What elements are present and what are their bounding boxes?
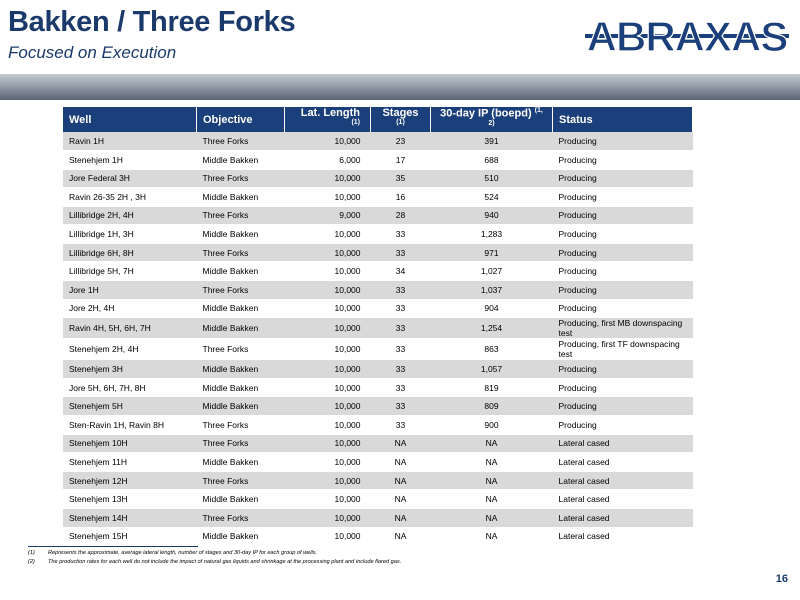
cell-status: Producing (553, 299, 693, 318)
table-row (63, 169, 693, 188)
footnotes (28, 550, 401, 568)
cell-objective: Three Forks (197, 509, 285, 528)
footnote-divider (28, 546, 198, 547)
cell-ip: 1,027 (431, 262, 553, 281)
cell-well: Stenehjem 12H (63, 471, 197, 490)
table-row (63, 490, 693, 509)
cell-ip: 391 (431, 132, 553, 150)
cell-status: Producing (553, 150, 693, 169)
cell-objective: Middle Bakken (197, 490, 285, 509)
cell-ip: 904 (431, 299, 553, 318)
table-row (63, 527, 693, 546)
cell-stages: NA (371, 527, 431, 546)
footnote-2: (2) The production rates for each well do not include the impact of natural gas liquids and shrinkage at the processing plant and include flared gas. (28, 559, 402, 565)
cell-well: Ravin 26-35 2H , 3H (63, 188, 197, 207)
cell-well: Stenehjem 3H (63, 360, 197, 379)
cell-status: Lateral cased (553, 509, 693, 528)
cell-objective: Three Forks (197, 434, 285, 453)
cell-well: Lillibridge 1H, 3H (63, 225, 197, 244)
cell-lat-length: 10,000 (285, 378, 371, 397)
cell-lat-length: 10,000 (285, 225, 371, 244)
cell-status: Producing (553, 132, 693, 150)
cell-lat-length: 10,000 (285, 416, 371, 435)
cell-lat-length: 6,000 (285, 150, 371, 169)
cell-objective: Middle Bakken (197, 150, 285, 169)
cell-objective: Three Forks (197, 416, 285, 435)
cell-stages: 33 (371, 397, 431, 416)
cell-status: Lateral cased (553, 453, 693, 472)
cell-status: Producing (553, 378, 693, 397)
table-row (63, 299, 693, 318)
cell-status: Lateral cased (553, 490, 693, 509)
table-row (63, 509, 693, 528)
cell-lat-length: 10,000 (285, 471, 371, 490)
cell-lat-length: 10,000 (285, 299, 371, 318)
cell-objective: Three Forks (197, 206, 285, 225)
table-row (63, 262, 693, 281)
logo-text: ABRAXAS (586, 13, 788, 59)
cell-well: Ravin 1H (63, 132, 197, 150)
cell-status: Lateral cased (553, 471, 693, 490)
table-row (63, 188, 693, 207)
cell-well: Stenehjem 13H (63, 490, 197, 509)
cell-ip: 940 (431, 206, 553, 225)
cell-lat-length: 10,000 (285, 509, 371, 528)
table-row (63, 453, 693, 472)
cell-stages: NA (371, 434, 431, 453)
cell-stages: 35 (371, 169, 431, 188)
cell-objective: Middle Bakken (197, 378, 285, 397)
cell-well: Stenehjem 2H, 4H (63, 339, 197, 360)
cell-ip: 900 (431, 416, 553, 435)
cell-stages: 33 (371, 378, 431, 397)
col-header-stages: Stages $^{(1)}$ (371, 107, 431, 132)
col-header-ip: 30-day IP (boepd) $^{(1, 2)}$ (431, 107, 553, 132)
cell-objective: Three Forks (197, 169, 285, 188)
cell-ip: 863 (431, 339, 553, 360)
cell-status: Producing (553, 188, 693, 207)
cell-lat-length: 10,000 (285, 527, 371, 546)
cell-stages: 33 (371, 339, 431, 360)
cell-ip: 688 (431, 150, 553, 169)
table-row (63, 378, 693, 397)
cell-ip: 819 (431, 378, 553, 397)
cell-objective: Middle Bakken (197, 318, 285, 339)
cell-well: Stenehjem 11H (63, 453, 197, 472)
cell-well: Stenehjem 14H (63, 509, 197, 528)
cell-well: Stenehjem 1H (63, 150, 197, 169)
cell-lat-length: 9,000 (285, 206, 371, 225)
cell-status: Producing (553, 206, 693, 225)
cell-ip: 971 (431, 243, 553, 262)
cell-objective: Middle Bakken (197, 299, 285, 318)
cell-lat-length: 10,000 (285, 169, 371, 188)
cell-ip: 1,057 (431, 360, 553, 379)
cell-ip: 1,283 (431, 225, 553, 244)
table-row (63, 360, 693, 379)
page-subtitle: Focused on Execution (8, 43, 177, 62)
cell-stages: 33 (371, 360, 431, 379)
cell-well: Lillibridge 6H, 8H (63, 243, 197, 262)
cell-stages: NA (371, 453, 431, 472)
cell-stages: 28 (371, 206, 431, 225)
cell-well: Jore 2H, 4H (63, 299, 197, 318)
cell-objective: Middle Bakken (197, 262, 285, 281)
cell-objective: Middle Bakken (197, 188, 285, 207)
cell-lat-length: 10,000 (285, 434, 371, 453)
cell-ip: 1,037 (431, 281, 553, 300)
cell-well: Lillibridge 2H, 4H (63, 206, 197, 225)
cell-stages: 33 (371, 225, 431, 244)
cell-stages: NA (371, 490, 431, 509)
cell-ip: 1,254 (431, 318, 553, 339)
cell-lat-length: 10,000 (285, 339, 371, 360)
cell-stages: NA (371, 509, 431, 528)
table-body (63, 132, 693, 545)
col-header-objective: Objective (197, 107, 285, 132)
table-row (63, 434, 693, 453)
cell-status: Producing (553, 243, 693, 262)
page-title: Bakken / Three Forks (8, 6, 296, 38)
cell-objective: Middle Bakken (197, 527, 285, 546)
cell-objective: Three Forks (197, 243, 285, 262)
cell-status: Lateral cased (553, 527, 693, 546)
cell-well: Jore 1H (63, 281, 197, 300)
cell-status: Producing (553, 397, 693, 416)
footnote-1: (1) Represents the approximate, average lateral length, number of stages and 30-day IP for each group of wells. (28, 550, 318, 556)
cell-status: Lateral cased (553, 434, 693, 453)
header-divider-bar (0, 74, 800, 100)
table-row (63, 225, 693, 244)
cell-well: Ravin 4H, 5H, 6H, 7H (63, 318, 197, 339)
cell-ip: NA (431, 490, 553, 509)
cell-stages: 33 (371, 281, 431, 300)
cell-stages: 33 (371, 243, 431, 262)
cell-status: Producing (553, 169, 693, 188)
table-header-row (63, 107, 693, 132)
cell-ip: 809 (431, 397, 553, 416)
cell-status: Producing (553, 416, 693, 435)
cell-well: Stenehjem 5H (63, 397, 197, 416)
abraxas-logo (585, 13, 789, 59)
cell-stages: 33 (371, 416, 431, 435)
cell-stages: 16 (371, 188, 431, 207)
cell-stages: 17 (371, 150, 431, 169)
col-header-well: Well (63, 107, 197, 132)
cell-stages: 34 (371, 262, 431, 281)
cell-stages: 33 (371, 318, 431, 339)
table-row (63, 206, 693, 225)
cell-objective: Three Forks (197, 281, 285, 300)
table-row (63, 150, 693, 169)
cell-stages: NA (371, 471, 431, 490)
table-row (63, 416, 693, 435)
cell-lat-length: 10,000 (285, 360, 371, 379)
cell-lat-length: 10,000 (285, 453, 371, 472)
page-number: 16 (775, 573, 788, 585)
cell-stages: 23 (371, 132, 431, 150)
cell-well: Jore 5H, 6H, 7H, 8H (63, 378, 197, 397)
cell-lat-length: 10,000 (285, 281, 371, 300)
cell-ip: NA (431, 434, 553, 453)
cell-lat-length: 10,000 (285, 262, 371, 281)
cell-status: Producing (553, 360, 693, 379)
cell-lat-length: 10,000 (285, 397, 371, 416)
cell-status: Producing (553, 281, 693, 300)
cell-lat-length: 10,000 (285, 490, 371, 509)
cell-well: Lillibridge 5H, 7H (63, 262, 197, 281)
cell-lat-length: 10,000 (285, 132, 371, 150)
cell-objective: Middle Bakken (197, 360, 285, 379)
cell-stages: 33 (371, 299, 431, 318)
cell-ip: NA (431, 509, 553, 528)
cell-status: Producing (553, 225, 693, 244)
cell-lat-length: 10,000 (285, 243, 371, 262)
cell-objective: Three Forks (197, 339, 285, 360)
cell-status: Producing, first MB downspacing test (553, 318, 693, 339)
cell-objective: Middle Bakken (197, 225, 285, 244)
table-row (63, 281, 693, 300)
table-row (63, 318, 693, 339)
cell-objective: Middle Bakken (197, 397, 285, 416)
cell-objective: Three Forks (197, 471, 285, 490)
cell-ip: NA (431, 527, 553, 546)
cell-objective: Three Forks (197, 132, 285, 150)
table-row (63, 397, 693, 416)
col-header-status: Status (553, 107, 693, 132)
cell-well: Jore Federal 3H (63, 169, 197, 188)
col-header-lat-length: Lat. Length $^{(1)}$ (285, 107, 371, 132)
table-row (63, 471, 693, 490)
cell-ip: NA (431, 453, 553, 472)
cell-lat-length: 10,000 (285, 188, 371, 207)
cell-well: Stenehjem 10H (63, 434, 197, 453)
cell-well: Sten-Ravin 1H, Ravin 8H (63, 416, 197, 435)
cell-ip: 524 (431, 188, 553, 207)
cell-ip: 510 (431, 169, 553, 188)
table-row (63, 132, 693, 150)
cell-well: Stenehjem 15H (63, 527, 197, 546)
cell-objective: Middle Bakken (197, 453, 285, 472)
cell-status: Producing, first TF downspacing test (553, 339, 693, 360)
cell-ip: NA (431, 471, 553, 490)
table-row (63, 339, 693, 360)
wells-table (63, 107, 693, 546)
cell-status: Producing (553, 262, 693, 281)
cell-lat-length: 10,000 (285, 318, 371, 339)
table-row (63, 243, 693, 262)
